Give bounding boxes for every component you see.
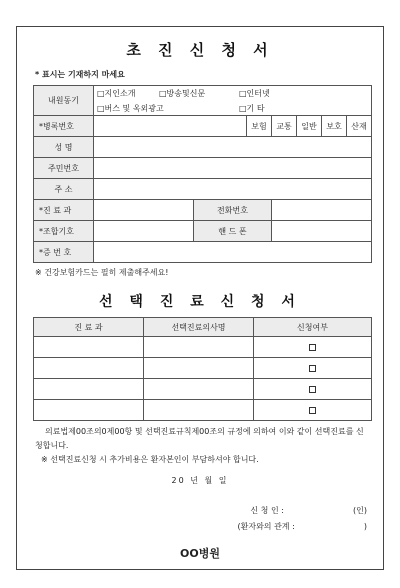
insurance-type-3[interactable]: 일반 [297, 116, 322, 137]
apply-checkbox[interactable] [309, 344, 316, 351]
visit-reason-label: 내원동기 [34, 86, 94, 116]
table-row [34, 400, 372, 421]
date-line: 20 년 월 일 [171, 476, 229, 485]
applicant-label: 신 청 인 : [250, 506, 284, 515]
union-no-field[interactable] [94, 221, 194, 242]
cost-note: ※ 선택진료신청 시 추가비용은 환자본인이 부담하셔야 합니다. [41, 455, 259, 464]
dept-cell[interactable] [34, 337, 144, 358]
insurance-type-1[interactable]: 보험 [247, 116, 272, 137]
option-referral[interactable]: □지인소개 [97, 88, 136, 98]
insurance-type-4[interactable]: 보호 [322, 116, 347, 137]
address-field[interactable] [94, 179, 372, 200]
option-media[interactable]: □방송및신문 [159, 88, 206, 98]
address-label: 주 소 [34, 179, 94, 200]
form-title: 초 진 신 청 서 [126, 41, 274, 59]
apply-checkbox[interactable] [309, 386, 316, 393]
mobile-label: 핸 드 폰 [194, 221, 272, 242]
visit-reason-options [94, 86, 372, 116]
table-row [34, 379, 372, 400]
relation-line [238, 521, 368, 532]
selection-table [33, 317, 372, 421]
table-row [34, 337, 372, 358]
consent-paragraph: 의료법제00조의0제00항 및 선택진료규칙제00조의 규정에 의하여 이와 같이 선택진료를 신청합니다. [35, 427, 364, 450]
insurance-type-5[interactable]: 산재 [347, 116, 372, 137]
dept-cell[interactable] [34, 358, 144, 379]
application-form [16, 26, 384, 570]
applicant-seal: (인) [353, 506, 367, 515]
doctor-cell[interactable] [144, 379, 254, 400]
name-field[interactable] [94, 137, 372, 158]
relation-end: ) [363, 522, 367, 531]
selection-title: 선 택 진 료 신 청 서 [99, 294, 301, 310]
option-internet[interactable]: □인터넷 [239, 88, 270, 98]
dept-field[interactable] [94, 200, 194, 221]
doctor-cell[interactable] [144, 337, 254, 358]
table-row [34, 358, 372, 379]
dept-cell[interactable] [34, 400, 144, 421]
resident-no-label: 주민번호 [34, 158, 94, 179]
option-bus-ad[interactable]: □버스 및 옥외광고 [97, 103, 164, 113]
relation-label: (환자와의 관계 : [237, 522, 295, 531]
dept-label: *진 료 과 [34, 200, 94, 221]
applicant-line [250, 505, 367, 516]
col-doctor: 선택진료의사명 [144, 318, 254, 337]
resident-no-field[interactable] [94, 158, 372, 179]
apply-checkbox[interactable] [309, 407, 316, 414]
record-no-label: *병록번호 [34, 116, 94, 137]
cert-no-label: *증 번 호 [34, 242, 94, 263]
consent-text [35, 425, 371, 467]
union-no-label: *조합기호 [34, 221, 94, 242]
doctor-cell[interactable] [144, 358, 254, 379]
hospital-name: OO병원 [180, 547, 220, 560]
phone-label: 전화번호 [194, 200, 272, 221]
card-note: ※ 건강보험카드는 필히 제출해주세요! [35, 268, 169, 277]
cert-no-field[interactable] [94, 242, 372, 263]
dept-cell[interactable] [34, 379, 144, 400]
doctor-cell[interactable] [144, 400, 254, 421]
option-other[interactable]: □기 타 [239, 103, 265, 113]
name-label: 성 명 [34, 137, 94, 158]
col-dept: 진 료 과 [34, 318, 144, 337]
col-apply: 신청여부 [254, 318, 372, 337]
apply-checkbox[interactable] [309, 365, 316, 372]
required-note: * 표시는 기재하지 마세요 [35, 70, 125, 79]
patient-info-table [33, 85, 372, 263]
phone-field[interactable] [272, 200, 372, 221]
record-no-field[interactable] [94, 116, 247, 137]
insurance-type-2[interactable]: 교통 [272, 116, 297, 137]
mobile-field[interactable] [272, 221, 372, 242]
